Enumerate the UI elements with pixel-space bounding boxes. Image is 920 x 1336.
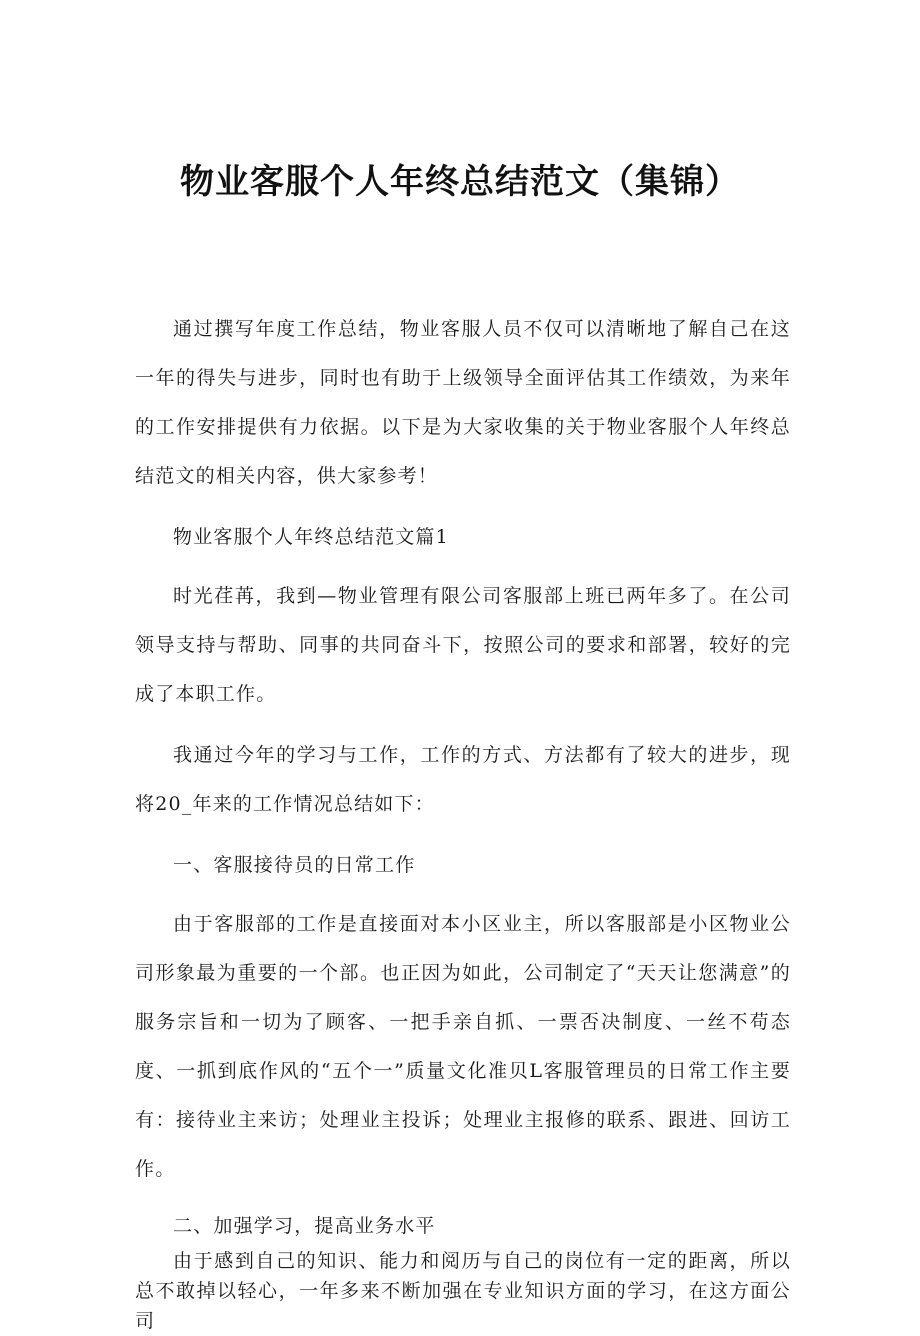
section-heading-1: 一、客服接待员的日常工作: [173, 854, 416, 876]
document-body: [135, 305, 791, 1336]
summary-intro-paragraph: 我通过今年的学习与工作，工作的方式、方法都有了较大的进步，现将20_年来的工作情况总结如下：: [135, 744, 791, 815]
section-heading-2: 二、加强学习，提高业务水平: [173, 1215, 436, 1237]
document-title: 物业客服个人年终总结范文（集锦）: [180, 162, 740, 202]
section-2-paragraph: 由于感到自己的知识、能力和阅历与自己的岗位有一定的距离，所以总不敢掉以轻心，一年多来不断加强在专业知识方面的学习，在这方面公司: [135, 1250, 791, 1332]
article-heading: 物业客服个人年终总结范文篇1: [173, 526, 449, 548]
opening-paragraph: 时光荏苒，我到—物业管理有限公司客服部上班已两年多了。在公司领导支持与帮助、同事的共同奋斗下，按照公司的要求和部署，较好的完成了本职工作。: [135, 585, 791, 705]
section-1-paragraph: 由于客服部的工作是直接面对本小区业主，所以客服部是小区物业公司形象最为重要的一个部。也正因为如此，公司制定了“天天让您满意”的服务宗旨和一切为了顾客、一把手亲自抓、一票否决制度、一丝不苟态度、一抓到底作风的“五个一”质量文化准贝L客服管理员的日常工作主要有：接待业主来访；处理业主投诉；处理业主报修的联系、跟进、回访工作。: [135, 913, 791, 1180]
intro-paragraph: 通过撰写年度工作总结，物业客服人员不仅可以清晰地了解自己在这一年的得失与进步，同时也有助于上级领导全面评估其工作绩效，为来年的工作安排提供有力依据。以下是为大家收集的关于物业客服个人年终总结范文的相关内容，供大家参考！: [135, 318, 791, 487]
